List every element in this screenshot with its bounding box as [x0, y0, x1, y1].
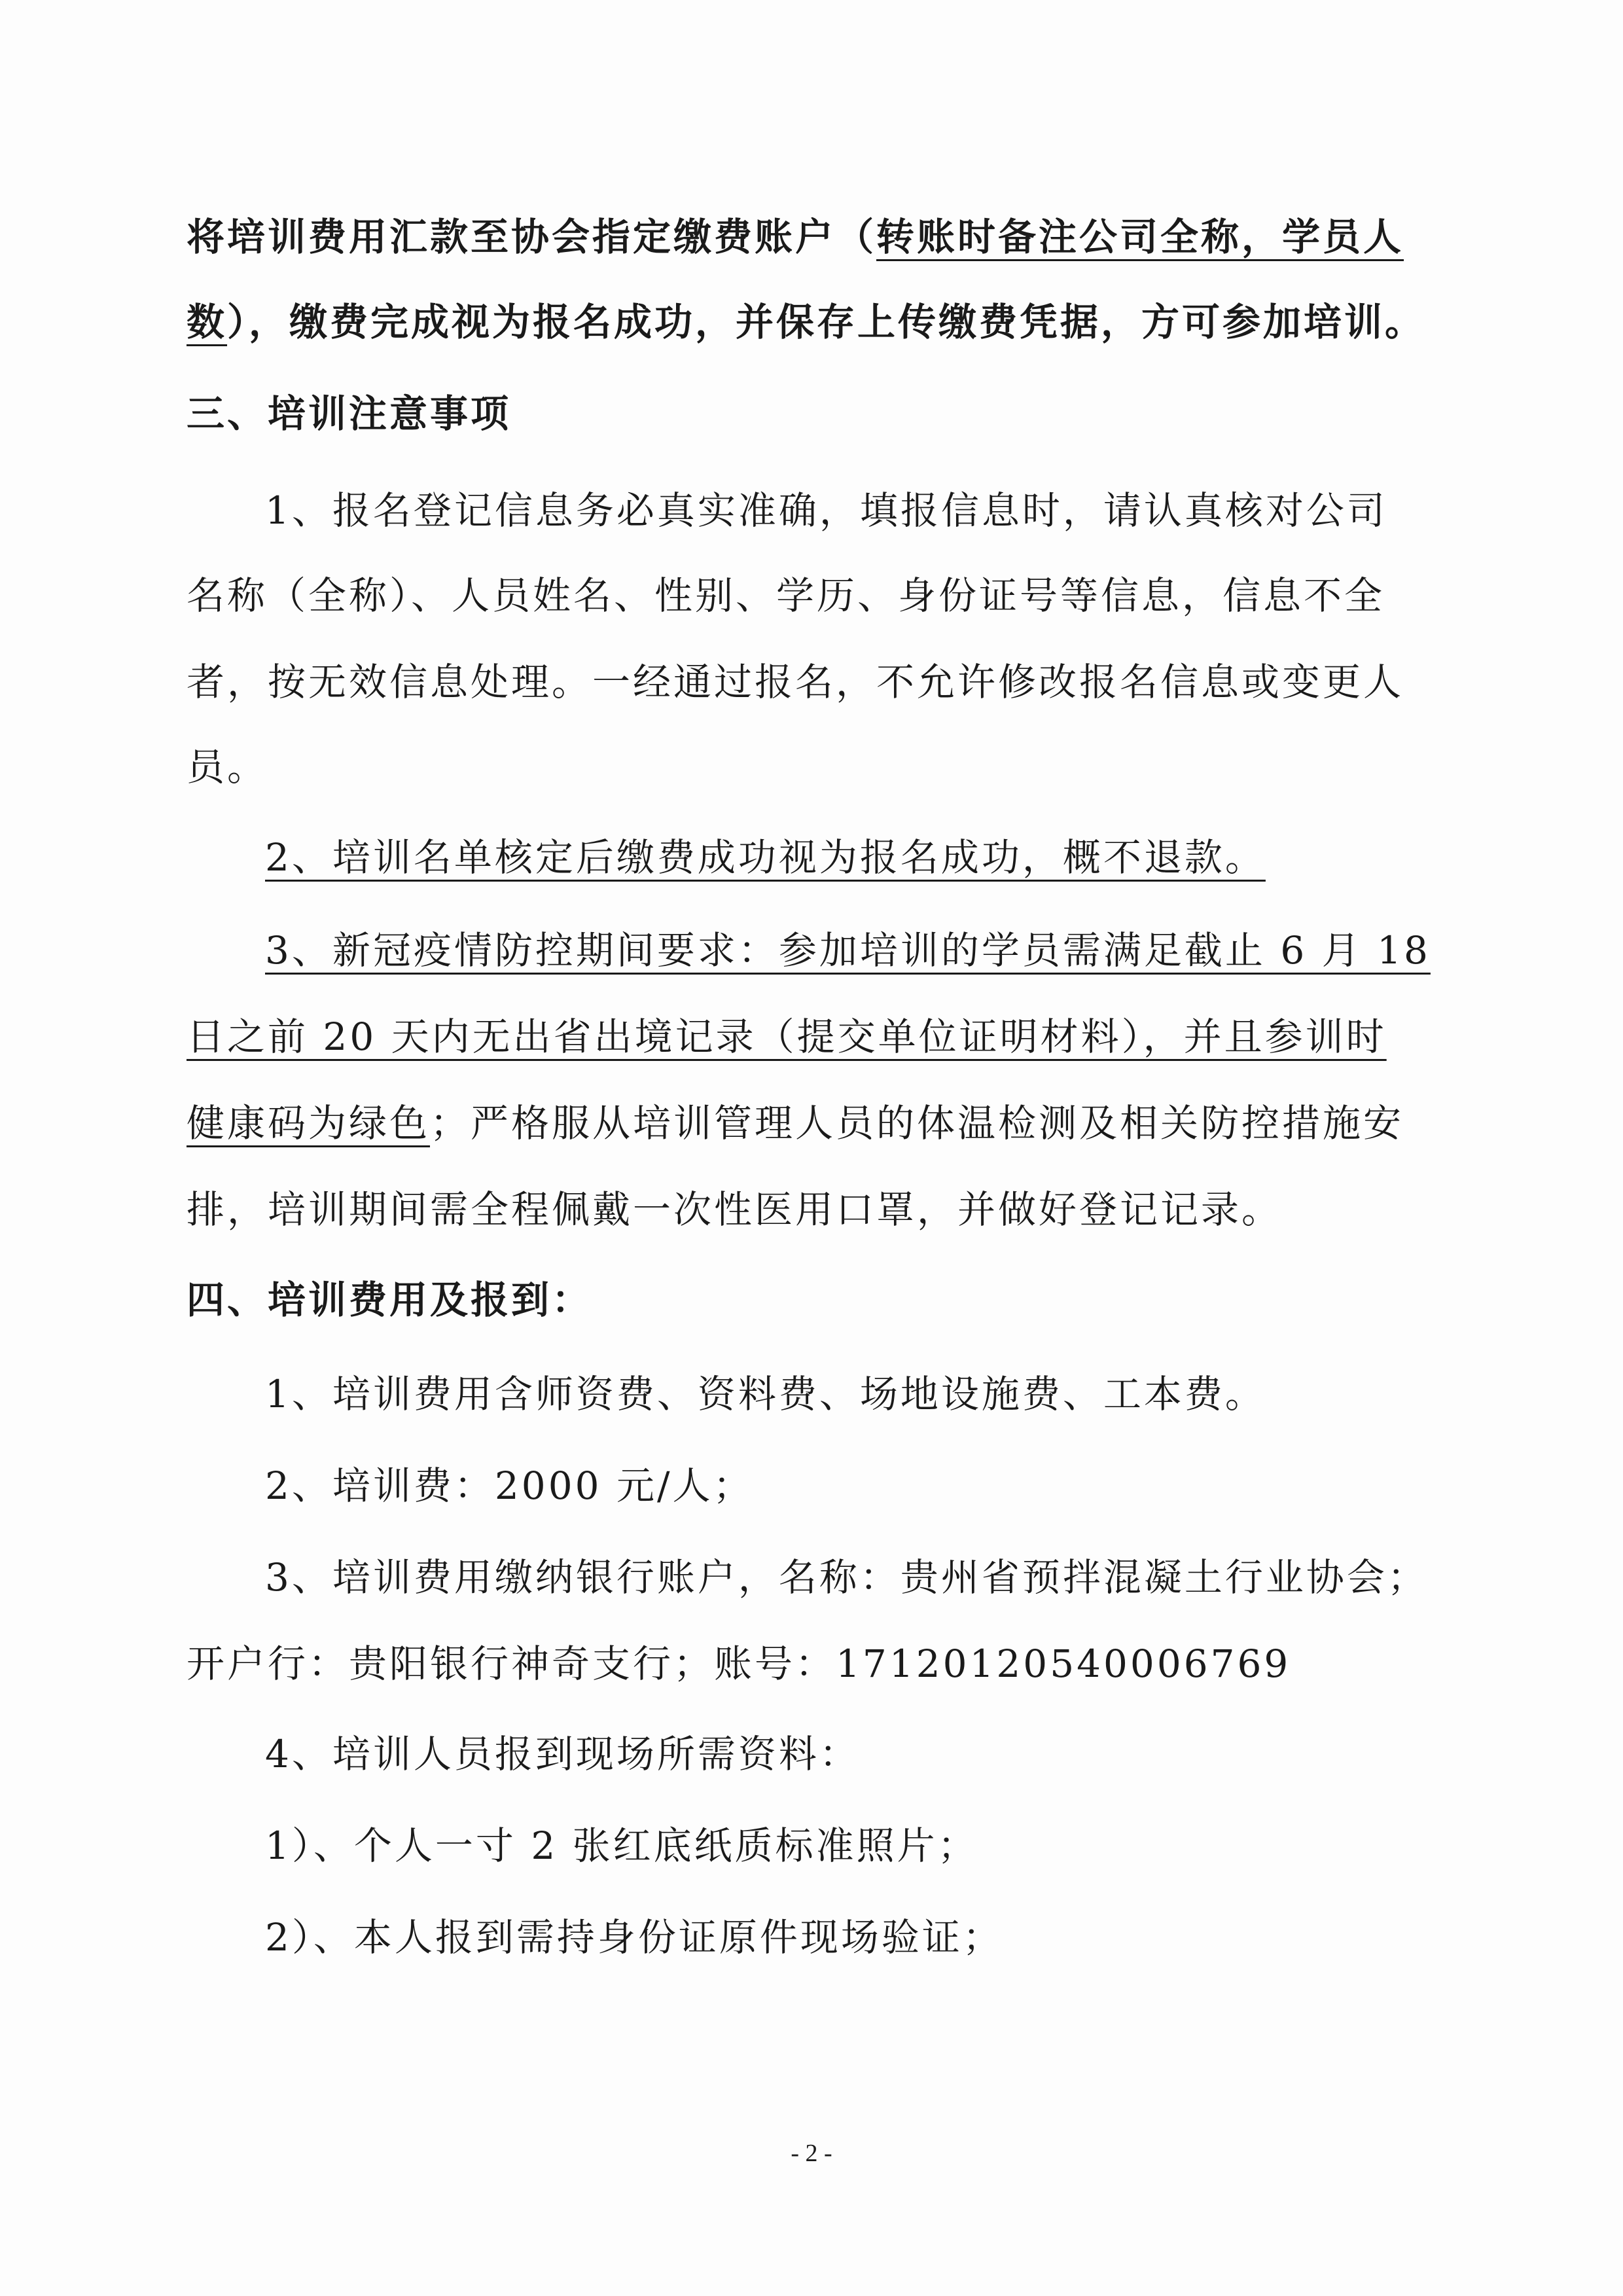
paragraph-line-7: 员。	[187, 745, 268, 789]
paragraph-line-11	[187, 1097, 1430, 1149]
paragraph-line-10	[187, 1011, 1430, 1063]
page-number: - 2 -	[791, 2140, 832, 2167]
paragraph-line-12: 排，培训期间需全程佩戴一次性医用口罩，并做好登记记录。	[187, 1187, 1283, 1232]
underlined-text: 健康码为绿色	[187, 1101, 431, 1145]
paragraph-line-2	[187, 296, 1430, 348]
underlined-text: 日之前 20 天内无出省出境记录（提交单位证明材料），并且参训时	[187, 1014, 1387, 1059]
paragraph-line-16: 3、培训费用缴纳银行账户，名称：贵州省预拌混凝土行业协会；	[265, 1555, 1428, 1600]
paragraph-line-4: 1、报名登记信息务必真实准确，填报信息时，请认真核对公司	[265, 488, 1387, 533]
paragraph-line-5: 名称（全称）、人员姓名、性别、学历、身份证号等信息，信息不全	[187, 573, 1385, 618]
paragraph-line-18: 4、培训人员报到现场所需资料：	[265, 1732, 860, 1776]
paragraph-line-19: 1）、个人一寸 2 张红底纸质标准照片；	[265, 1823, 978, 1868]
underlined-text: 转账时备注公司全称，学员人	[876, 215, 1404, 259]
underlined-text: 3、新冠疫情防控期间要求：参加培训的学员需满足截止 6 月 18	[265, 928, 1431, 973]
underlined-text: 2、培训名单核定后缴费成功视为报名成功，概不退款。	[265, 835, 1266, 880]
text-segment: ；严格服从培训管理人员的体温检测及相关防控措施安	[430, 1101, 1404, 1145]
paragraph-line-20: 2）、本人报到需持身份证原件现场验证；	[265, 1915, 1003, 1960]
paragraph-line-15: 2、培训费：2000 元/人；	[265, 1463, 754, 1508]
paragraph-line-9	[265, 924, 1430, 977]
paragraph-line-17: 开户行：贵阳银行神奇支行；账号：17120120540006769	[187, 1641, 1291, 1686]
underlined-text: 数	[187, 300, 228, 344]
section-heading-3: 三、培训注意事项	[187, 391, 512, 436]
text-segment: ），缴费完成视为报名成功，并保存上传缴费凭据，方可参加培训。	[227, 300, 1426, 344]
text-segment: 将培训费用汇款至协会指定缴费账户（	[187, 215, 877, 259]
section-heading-4: 四、培训费用及报到：	[187, 1278, 593, 1322]
paragraph-line-8	[265, 831, 1430, 884]
paragraph-line-14: 1、培训费用含师资费、资料费、场地设施费、工本费。	[265, 1372, 1266, 1416]
paragraph-line-1	[187, 211, 1430, 263]
paragraph-line-6: 者，按无效信息处理。一经通过报名，不允许修改报名信息或变更人	[187, 660, 1404, 704]
